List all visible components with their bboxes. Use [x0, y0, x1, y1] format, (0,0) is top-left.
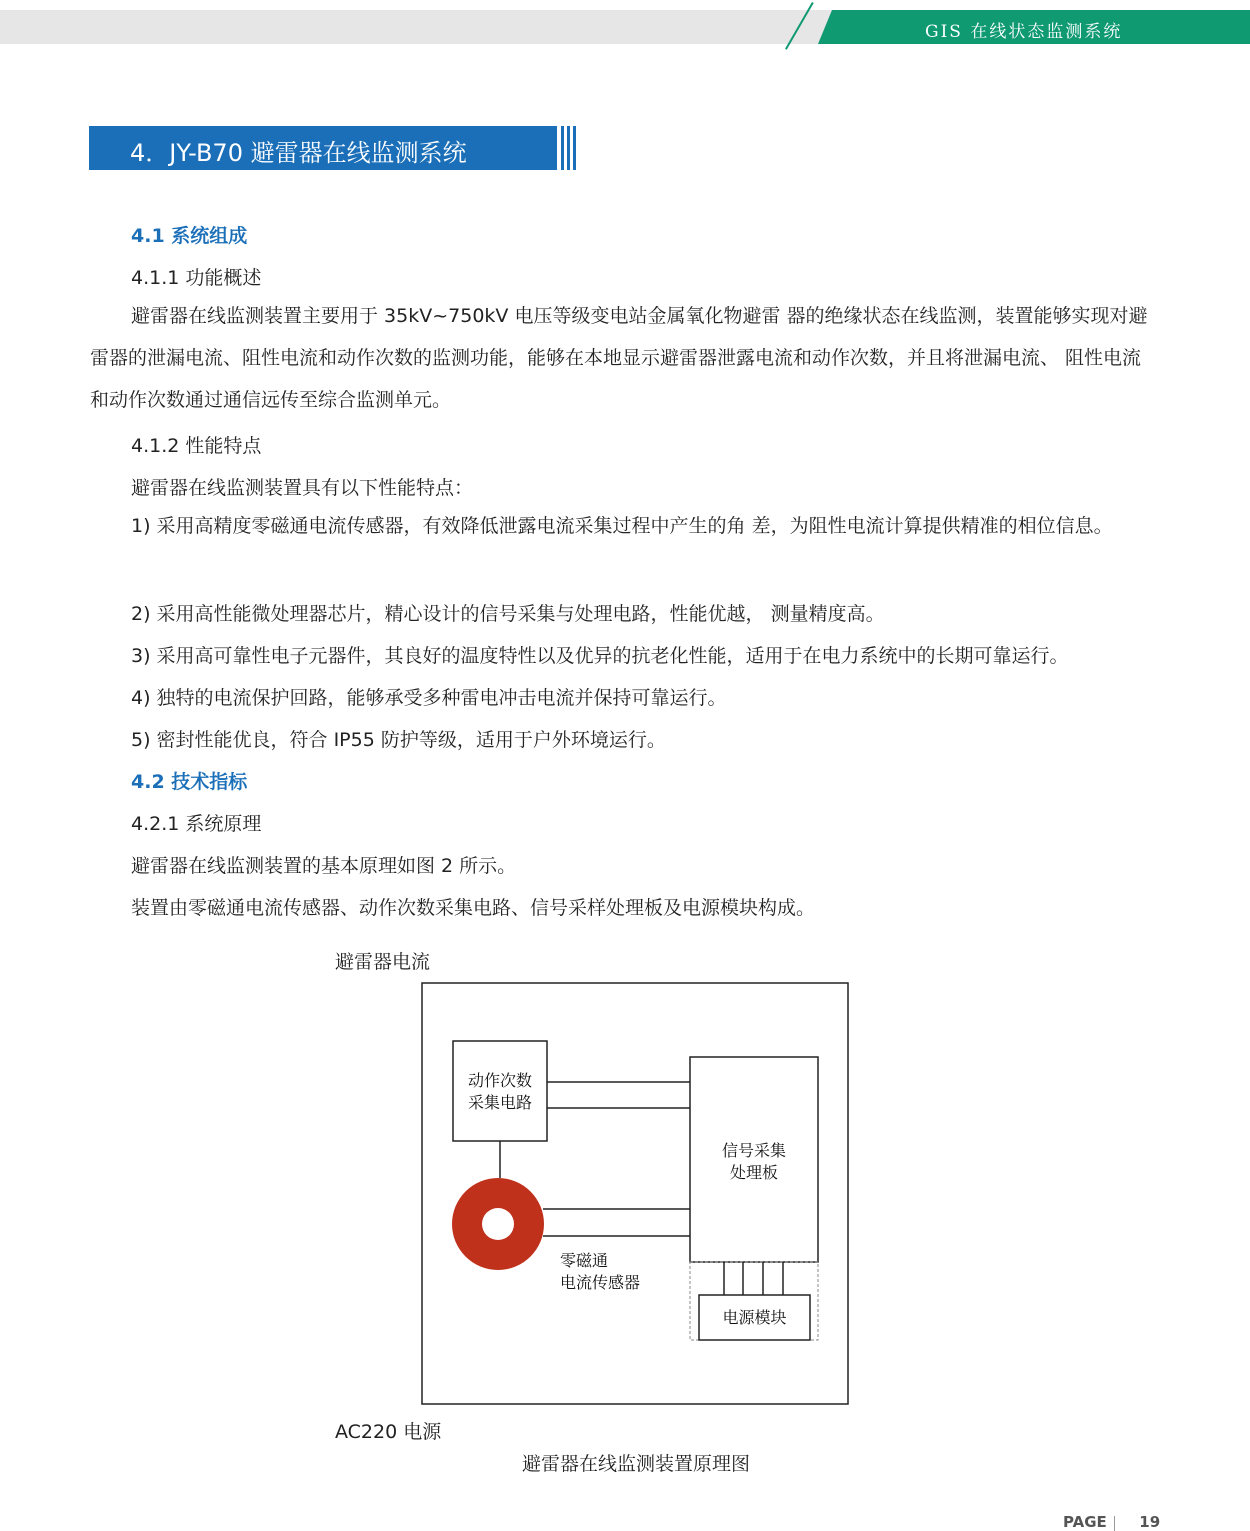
- heading-4-1: 4.1 系统组成: [131, 225, 248, 247]
- features-intro: 避雷器在线监测装置具有以下性能特点：: [131, 477, 474, 499]
- heading-4-2: 4.2 技术指标: [131, 771, 248, 793]
- section-title: 4．JY-B70 避雷器在线监测系统: [130, 139, 467, 167]
- diagram-bottom-label: AC220 电源: [335, 1421, 442, 1443]
- signal-board-label: 信号采集 处理板: [721, 1141, 786, 1182]
- principle-line-2: 装置由零磁通电流传感器、动作次数采集电路、信号采样处理板及电源模块构成。: [131, 897, 816, 919]
- paragraph-function-overview: 避雷器在线监测装置主要用于 35kV~750kV 电压等级变电站金属氧化物避雷 器的绝缘状态在线监测，装置能够实现对避雷器的泄漏电流、阻性电流和动作次数的监测功能，能够在本地显示避雷器泄露电流和动作次数，并且将泄漏电流、 阻性电流和动作次数通过通信远传至综合监测单元。: [90, 305, 1148, 411]
- heading-4-1-1: 4.1.1 功能概述: [131, 267, 262, 289]
- sensor-core: [482, 1208, 514, 1240]
- footer-separator: [1114, 1516, 1115, 1531]
- feature-item-4: 4) 独特的电流保护回路，能够承受多种雷电冲击电流并保持可靠运行。: [131, 687, 727, 709]
- principle-line-1: 避雷器在线监测装置的基本原理如图 2 所示。: [131, 855, 517, 877]
- page-footer: PAGE 19: [1063, 1513, 1161, 1531]
- counter-circuit-label: 动作次数 采集电路: [467, 1071, 532, 1112]
- sensor-label: 零磁通 电流传感器: [560, 1251, 641, 1292]
- feature-item-5: 5) 密封性能优良，符合 IP55 防护等级，适用于户外环境运行。: [131, 729, 666, 751]
- heading-4-2-1: 4.2.1 系统原理: [131, 813, 262, 835]
- header-title: GIS 在线状态监测系统: [925, 22, 1123, 42]
- feature-item-1: 1) 采用高精度零磁通电流传感器，有效降低泄露电流采集过程中产生的角 差，为阻性电流计算提供精准的相位信息。: [131, 515, 1113, 537]
- feature-item-2: 2) 采用高性能微处理器芯片，精心设计的信号采集与处理电路，性能优越， 测量精度高。: [131, 603, 885, 625]
- heading-4-1-2: 4.1.2 性能特点: [131, 435, 262, 457]
- feature-item-3: 3) 采用高可靠性电子元器件，其良好的温度特性以及优异的抗老化性能，适用于在电力系统中的长期可靠运行。: [131, 645, 1069, 667]
- diagram-caption: 避雷器在线监测装置原理图: [522, 1453, 751, 1475]
- diagram-top-label: 避雷器电流: [335, 951, 431, 973]
- power-module-label: 电源模块: [722, 1308, 787, 1327]
